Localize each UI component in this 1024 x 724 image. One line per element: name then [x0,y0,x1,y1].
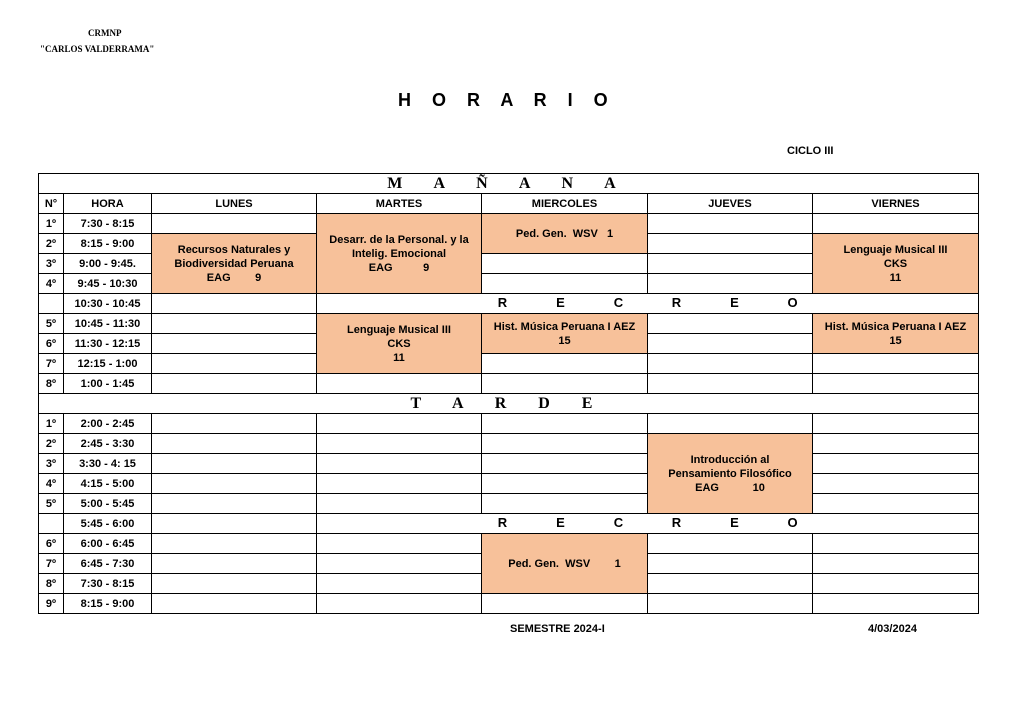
cell-empty [152,454,317,474]
cell-empty [152,414,317,434]
header-martes: MARTES [317,194,482,214]
row-num: 3º [39,454,64,474]
cell-empty [152,494,317,514]
cell-empty [813,434,979,454]
cell-empty [648,234,813,254]
row-hora: 2:00 - 2:45 [64,414,152,434]
cell-empty [317,554,482,574]
cell-empty [152,574,317,594]
cell-empty [317,434,482,454]
footer-date: 4/03/2024 [868,623,917,635]
row-hora: 6:45 - 7:30 [64,554,152,574]
row-hora: 3:30 - 4: 15 [64,454,152,474]
table-row [39,594,979,614]
cell-empty [648,214,813,234]
row-hora: 1:00 - 1:45 [64,374,152,394]
cell-empty [482,414,648,434]
recreo-label [317,514,979,534]
table-row [39,474,979,494]
class-line: Biodiversidad Peruana [174,257,294,270]
row-hora: 11:30 - 12:15 [64,334,152,354]
cell-empty [482,254,648,274]
cell-empty [813,594,979,614]
row-num: 9º [39,594,64,614]
cell-empty [152,514,317,534]
class-line: Intelig. Emocional [351,247,447,260]
table-row [39,314,979,334]
header-jueves: JUEVES [648,194,813,214]
table-row [39,434,979,454]
cell-empty [813,414,979,434]
table-row [39,534,979,554]
cell-empty [152,554,317,574]
section-morning-row [39,174,979,194]
row-hora: 2:45 - 3:30 [64,434,152,454]
cell-empty [317,534,482,554]
section-afternoon-row [39,394,979,414]
row-num: 8º [39,374,64,394]
class-line: 15 [889,334,902,347]
class-line: 11 [393,351,405,364]
row-hora: 8:15 - 9:00 [64,234,152,254]
header-hora: HORA [64,194,152,214]
cell-empty [482,454,648,474]
cell-empty [648,254,813,274]
cell-empty [482,434,648,454]
cell-empty [317,414,482,434]
recreo-letter: O [787,295,798,310]
cell-empty [648,374,813,394]
row-num: 2º [39,434,64,454]
row-hora: 10:30 - 10:45 [64,294,152,314]
row-hora: 7:30 - 8:15 [64,574,152,594]
cell-empty [482,474,648,494]
class-cell [482,534,648,594]
cell-empty [648,274,813,294]
header-miercoles: MIERCOLES [482,194,648,214]
cell-empty [813,354,979,374]
cell-empty [482,494,648,514]
recreo-letter: R [671,295,682,310]
class-cell [317,314,482,374]
class-line: Introducción al [690,453,770,466]
row-num: 3º [39,254,64,274]
row-num: 6º [39,534,64,554]
class-line: Ped. Gen. WSV 1 [515,227,614,240]
class-line: EAG 10 [695,481,765,494]
row-num: 4º [39,274,64,294]
class-line: CKS [387,337,411,350]
table-row [39,414,979,434]
cell-empty [152,354,317,374]
row-hora: 6:00 - 6:45 [64,534,152,554]
cell-empty [152,294,317,314]
row-hora: 5:00 - 5:45 [64,494,152,514]
row-hora: 7:30 - 8:15 [64,214,152,234]
cell-empty [317,454,482,474]
header-lunes: LUNES [152,194,317,214]
cell-empty [648,314,813,334]
class-line: Hist. Música Peruana I AEZ [824,320,967,333]
class-line: Lenguaje Musical III [843,243,948,256]
cell-empty [317,374,482,394]
table-row [39,454,979,474]
recreo-letter: C [613,515,624,530]
table-row [39,494,979,514]
recreo-letter: E [730,295,739,310]
cell-empty [152,374,317,394]
row-num: 1º [39,414,64,434]
row-num: 5º [39,314,64,334]
header-num: N° [39,194,64,214]
cell-empty [813,574,979,594]
recreo-letter: R [497,515,508,530]
cell-empty [317,494,482,514]
section-afternoon: T A R D E [39,394,979,414]
recreo-letter: R [497,295,508,310]
cell-empty [152,334,317,354]
schedule-table [38,173,979,614]
header-row [39,194,979,214]
class-line: EAG 9 [206,271,262,284]
row-num [39,514,64,534]
class-cell [648,434,813,514]
row-num: 6º [39,334,64,354]
recreo-letter: R [671,515,682,530]
cell-empty [152,214,317,234]
cell-empty [482,274,648,294]
cell-empty [813,554,979,574]
cell-empty [648,554,813,574]
recreo-letter: C [613,295,624,310]
class-line: EAG 9 [368,261,430,274]
row-hora: 10:45 - 11:30 [64,314,152,334]
class-cell [482,314,648,354]
row-num: 2º [39,234,64,254]
recreo-row [39,294,979,314]
class-cell [813,314,979,354]
table-row [39,214,979,234]
row-num: 7º [39,554,64,574]
table-row [39,374,979,394]
class-line: Pensamiento Filosófico [668,467,792,480]
row-hora: 12:15 - 1:00 [64,354,152,374]
cell-empty [152,534,317,554]
cell-empty [813,474,979,494]
header-viernes: VIERNES [813,194,979,214]
page-title: H O R A R I O [398,90,616,110]
cell-empty [482,594,648,614]
section-morning: M A Ñ A N A [39,174,979,194]
class-line: Recursos Naturales y [177,243,291,256]
cell-empty [152,474,317,494]
cell-empty [648,414,813,434]
class-cell [152,234,317,294]
cell-empty [813,494,979,514]
cell-empty [648,574,813,594]
recreo-letter: E [730,515,739,530]
row-hora: 9:00 - 9:45. [64,254,152,274]
class-cell [482,214,648,254]
row-num: 5º [39,494,64,514]
row-hora: 9:45 - 10:30 [64,274,152,294]
school-name: "CARLOS VALDERRAMA" [40,44,155,54]
row-num: 1º [39,214,64,234]
class-cell [317,214,482,294]
cell-empty [648,334,813,354]
class-line: 11 [889,271,902,284]
recreo-letter: O [787,515,798,530]
class-line: Desarr. de la Personal. y la [329,233,469,246]
cell-empty [152,434,317,454]
row-hora: 4:15 - 5:00 [64,474,152,494]
class-line: Lenguaje Musical III [347,323,451,336]
cell-empty [648,534,813,554]
cell-empty [317,594,482,614]
cell-empty [317,474,482,494]
cell-empty [317,574,482,594]
cell-empty [813,374,979,394]
cell-empty [152,314,317,334]
recreo-letter: E [556,295,565,310]
cell-empty [482,374,648,394]
class-line: 15 [558,334,571,347]
cell-empty [813,534,979,554]
cell-empty [152,594,317,614]
row-num: 8º [39,574,64,594]
cell-empty [482,354,648,374]
school-code: CRMNP [88,28,122,38]
recreo-label [317,294,979,314]
cell-empty [648,594,813,614]
footer-semestre: SEMESTRE 2024-I [510,623,605,635]
row-hora: 8:15 - 9:00 [64,594,152,614]
row-hora: 5:45 - 6:00 [64,514,152,534]
row-num [39,294,64,314]
row-num: 7º [39,354,64,374]
class-line: CKS [883,257,908,270]
cell-empty [648,354,813,374]
cell-empty [813,214,979,234]
table-row [39,354,979,374]
class-cell [813,234,979,294]
recreo-row [39,514,979,534]
row-num: 4º [39,474,64,494]
class-line: Ped. Gen. WSV 1 [508,557,621,570]
ciclo-label: CICLO III [787,145,834,157]
recreo-letter: E [556,515,565,530]
class-line: Hist. Música Peruana I AEZ [493,320,636,333]
cell-empty [813,454,979,474]
